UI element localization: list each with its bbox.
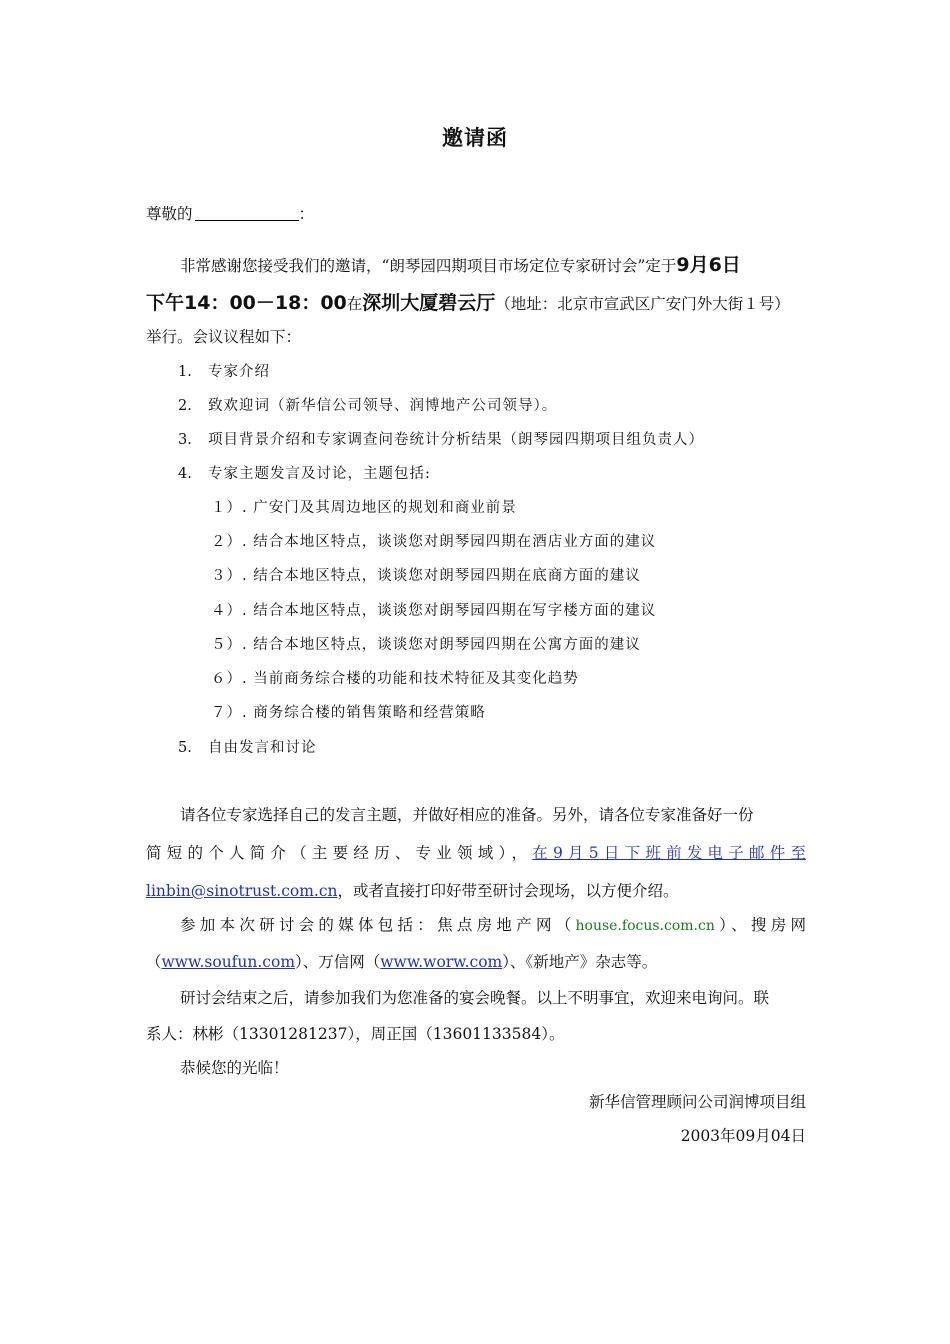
- topic-item: ５）. 结合本地区特点，谈谈您对朗琴园四期在公寓方面的建议: [211, 637, 641, 653]
- dinner-line-1: 研讨会结束之后，请参加我们为您准备的宴会晚餐。以上不明事宜，欢迎来电询问。联: [180, 989, 770, 1007]
- soufun-link[interactable]: www.soufun.com: [161, 953, 296, 971]
- salutation: [146, 202, 314, 224]
- prep-text: ，或者直接打印好带至研讨会现场，以方便介绍。: [337, 882, 679, 900]
- intro-line-2: [146, 288, 790, 315]
- name-blank: [195, 206, 299, 221]
- email-link[interactable]: linbin@sinotrust.com.cn: [146, 882, 338, 900]
- signature-date: 2003年09月04日: [680, 1127, 806, 1145]
- intro-at: 在: [346, 295, 363, 313]
- agenda-item: 1. 专家介绍: [178, 364, 270, 380]
- intro-line-1: [180, 250, 741, 277]
- agenda-item: 5. 自由发言和讨论: [178, 740, 317, 756]
- meeting-time: 下午14：00－18：00: [146, 292, 347, 314]
- media-line-2: （www.soufun.com）、万信网（www.worw.com）、《新地产》杂志等。: [146, 953, 658, 971]
- topic-item: ７）. 商务综合楼的销售策略和经营策略: [211, 705, 486, 721]
- agenda-item: 4. 专家主题发言及讨论，主题包括:: [178, 466, 431, 482]
- intro-line-3: 举行。会议议程如下：: [146, 328, 302, 346]
- meeting-venue: 深圳大厦碧云厅: [362, 292, 496, 314]
- worw-link[interactable]: www.worw.com: [380, 953, 503, 971]
- meeting-date: 9月6日: [676, 254, 741, 276]
- salutation-suffix: ：: [298, 205, 315, 223]
- dinner-line-2: 系人：林彬（13301281237），周正国（13601133584）。: [146, 1025, 565, 1043]
- topic-item: ６）. 当前商务综合楼的功能和技术特征及其变化趋势: [211, 671, 579, 687]
- agenda-item: 2. 致欢迎词（新华信公司领导、润博地产公司领导）。: [178, 398, 558, 414]
- prep-line-1: 请各位专家选择自己的发言主题，并做好相应的准备。另外，请各位专家准备好一份: [180, 806, 754, 824]
- topic-item: ２）. 结合本地区特点，谈谈您对朗琴园四期在酒店业方面的建议: [211, 534, 657, 550]
- agenda-item: 3. 项目背景介绍和专家调查问卷统计分析结果（朗琴园四期项目组负责人）: [178, 432, 704, 448]
- email-deadline-link[interactable]: 在9月5日下班前发电子邮件至: [532, 844, 806, 862]
- salutation-prefix: 尊敬的: [146, 205, 193, 223]
- media-line-1: 参加本次研讨会的媒体包括：焦点房地产网（house.focus.com.cn）、搜房网: [180, 916, 806, 934]
- topic-item: ３）. 结合本地区特点，谈谈您对朗琴园四期在底商方面的建议: [211, 568, 641, 584]
- closing-text: 恭候您的光临！: [180, 1059, 289, 1077]
- signature-org: 新华信管理顾问公司润博项目组: [588, 1093, 806, 1111]
- page-title: 邀请函: [442, 126, 508, 150]
- prep-line-2: [146, 841, 806, 863]
- meeting-address: （地址：北京市宣武区广安门外大街１号）: [495, 295, 790, 313]
- intro-text: 非常感谢您接受我们的邀请，“朗琴园四期项目市场定位专家研讨会”定于: [180, 257, 677, 275]
- prep-text: 简短的个人简介（主要经历、专业领域），: [146, 844, 533, 862]
- topic-item: １）. 广安门及其周边地区的规划和商业前景: [211, 500, 517, 516]
- prep-line-3: [146, 879, 679, 901]
- focus-site: house.focus.com.cn: [575, 918, 715, 934]
- topic-item: ４）. 结合本地区特点，谈谈您对朗琴园四期在写字楼方面的建议: [211, 603, 657, 619]
